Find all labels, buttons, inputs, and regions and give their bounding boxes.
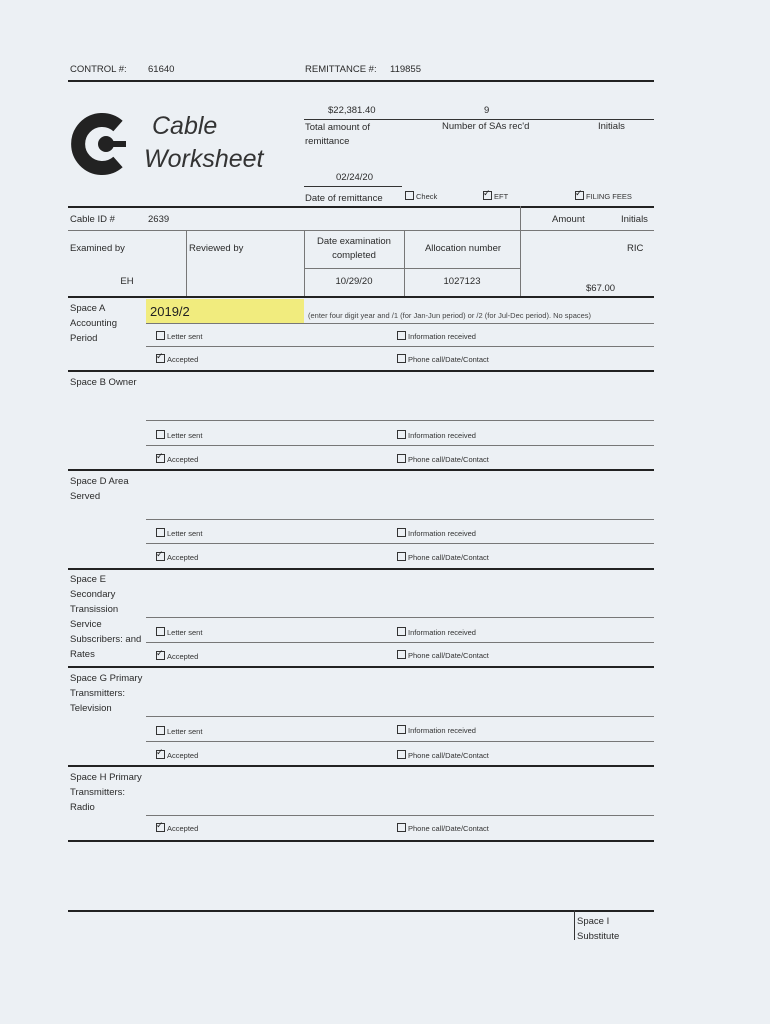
check-box-icon xyxy=(397,823,406,832)
check-box-icon xyxy=(397,454,406,463)
letter-sent-label: Letter sent xyxy=(167,332,203,341)
phone-call-checkbox[interactable] xyxy=(397,823,489,833)
eft-checkbox[interactable] xyxy=(483,191,508,201)
section-rule xyxy=(68,840,654,842)
check-box-icon xyxy=(397,552,406,561)
letter-sent-checkbox[interactable] xyxy=(156,726,202,736)
information-received-label: Information received xyxy=(408,628,476,637)
cable-rule xyxy=(68,296,654,298)
accepted-checkbox[interactable] xyxy=(156,552,198,562)
information-received-checkbox[interactable] xyxy=(397,331,476,341)
check-box-icon xyxy=(575,191,584,200)
check-box-icon xyxy=(156,627,165,636)
phone-call-checkbox[interactable] xyxy=(397,354,489,364)
header-rule xyxy=(68,80,654,82)
control-value: 61640 xyxy=(148,64,175,75)
information-received-checkbox[interactable] xyxy=(397,430,476,440)
section-rule xyxy=(68,370,654,372)
check-checkbox[interactable] xyxy=(405,191,437,201)
section-rule xyxy=(68,666,654,668)
rule xyxy=(146,815,654,816)
num-sas-value: 9 xyxy=(484,105,490,116)
check-box-icon xyxy=(397,750,406,759)
filing-fees-checkbox[interactable] xyxy=(575,191,632,201)
amount-label: Amount xyxy=(552,214,585,225)
section-rule xyxy=(68,765,654,767)
accepted-label: Accepted xyxy=(167,553,199,562)
date-rule xyxy=(304,186,402,187)
remittance-value: 119855 xyxy=(390,64,421,75)
space-h-label: Space H Primary Transmitters: Radio xyxy=(70,772,142,813)
check-box-icon xyxy=(156,552,165,561)
check-box-icon xyxy=(397,627,406,636)
space-i-label: Space I Substitute xyxy=(577,916,620,942)
filing-fees-label: FILING FEES xyxy=(586,192,632,201)
phone-call-label: Phone call/Date/Contact xyxy=(408,751,489,760)
phone-call-label: Phone call/Date/Contact xyxy=(408,455,489,464)
check-box-icon xyxy=(397,331,406,340)
letter-sent-label: Letter sent xyxy=(167,529,203,538)
space-g-label: Space G Primary Transmitters: Television xyxy=(70,673,143,714)
check-box-icon xyxy=(156,651,165,660)
cable-id-label: Cable ID # xyxy=(70,214,115,225)
initials-label: Initials xyxy=(598,121,625,132)
rule xyxy=(146,642,654,643)
amount-rule-2 xyxy=(520,230,654,231)
reviewed-by-label: Reviewed by xyxy=(189,243,244,254)
date-exam-value: 10/29/20 xyxy=(335,276,373,287)
section-rule xyxy=(68,910,654,912)
col-divider xyxy=(186,230,187,296)
accepted-label: Accepted xyxy=(167,824,199,833)
information-received-label: Information received xyxy=(408,726,476,735)
remittance-date-value: 02/24/20 xyxy=(336,172,373,183)
check-box-icon xyxy=(156,454,165,463)
accepted-label: Accepted xyxy=(167,455,199,464)
examined-by-value: EH xyxy=(120,276,134,287)
accepted-checkbox[interactable] xyxy=(156,454,198,464)
cable-logo-icon xyxy=(68,112,132,176)
accepted-checkbox[interactable] xyxy=(156,354,198,364)
information-received-label: Information received xyxy=(408,431,476,440)
accepted-checkbox[interactable] xyxy=(156,651,198,661)
allocation-value: 1027123 xyxy=(443,276,481,287)
ric-label: RIC xyxy=(627,243,644,254)
cable-id-value: 2639 xyxy=(148,214,170,225)
check-box-icon xyxy=(156,823,165,832)
rule xyxy=(146,716,654,717)
check-box-icon xyxy=(397,528,406,537)
phone-call-label: Phone call/Date/Contact xyxy=(408,355,489,364)
check-box-icon xyxy=(405,191,414,200)
rule xyxy=(146,617,654,618)
section-rule xyxy=(68,568,654,570)
information-received-checkbox[interactable] xyxy=(397,528,476,538)
phone-call-label: Phone call/Date/Contact xyxy=(408,651,489,660)
check-box-icon xyxy=(397,354,406,363)
accepted-label: Accepted xyxy=(167,355,199,364)
check-box-icon xyxy=(156,750,165,759)
space-a-label: Space A Accounting Period xyxy=(70,303,118,344)
letter-sent-label: Letter sent xyxy=(167,727,203,736)
accounting-period-instructions: (enter four digit year and /1 (for Jan-Jun period) or /2 (for Jul-Dec period). No spaces) xyxy=(308,311,592,320)
space-d-label: Space D Area Served xyxy=(70,476,129,502)
space-e-label: Space E Secondary Transission Service Subscribers: and Rates xyxy=(70,574,142,660)
rule xyxy=(146,445,654,446)
check-box-icon xyxy=(156,331,165,340)
check-label: Check xyxy=(416,192,438,201)
information-received-checkbox[interactable] xyxy=(397,725,476,735)
rule xyxy=(146,741,654,742)
rule xyxy=(146,346,654,347)
exam-rule xyxy=(304,268,520,269)
rule xyxy=(146,543,654,544)
check-box-icon xyxy=(156,354,165,363)
logo-line1: Cable xyxy=(152,112,218,140)
check-box-icon xyxy=(397,725,406,734)
phone-call-label: Phone call/Date/Contact xyxy=(408,553,489,562)
letter-sent-checkbox[interactable] xyxy=(156,528,202,538)
accepted-label: Accepted xyxy=(167,652,199,661)
letter-sent-checkbox[interactable] xyxy=(156,430,202,440)
check-box-icon xyxy=(156,726,165,735)
examined-by-label: Examined by xyxy=(70,243,125,254)
remittance-date-label: Date of remittance xyxy=(305,193,383,204)
phone-call-checkbox[interactable] xyxy=(397,454,489,464)
accepted-checkbox[interactable] xyxy=(156,823,198,833)
rule xyxy=(146,420,654,421)
rule xyxy=(146,519,654,520)
section-rule xyxy=(68,469,654,471)
rule xyxy=(146,323,654,324)
phone-call-checkbox[interactable] xyxy=(397,750,489,760)
date-exam-label: Date examination completed xyxy=(317,236,391,261)
amount-value: $67.00 xyxy=(586,283,616,294)
accounting-period-field[interactable] xyxy=(146,299,304,323)
check-box-icon xyxy=(397,650,406,659)
remittance-rule xyxy=(68,206,654,208)
check-box-icon xyxy=(483,191,492,200)
col-divider xyxy=(574,910,575,940)
accepted-label: Accepted xyxy=(167,751,199,760)
total-amount-label: Total amount of remittance xyxy=(305,122,370,147)
phone-call-checkbox[interactable] xyxy=(397,552,489,562)
space-b-label: Space B Owner xyxy=(70,377,137,388)
control-label: CONTROL #: xyxy=(70,64,127,75)
allocation-label: Allocation number xyxy=(424,243,502,254)
logo-line2: Worksheet xyxy=(144,145,264,173)
phone-call-checkbox[interactable] xyxy=(397,650,489,660)
total-amount-value: $22,381.40 xyxy=(328,105,376,116)
cable-id-rule xyxy=(68,230,520,231)
accounting-period-value: 2019/2 xyxy=(150,304,190,319)
check-box-icon xyxy=(397,430,406,439)
phone-call-label: Phone call/Date/Contact xyxy=(408,824,489,833)
num-sas-label: Number of SAs rec'd xyxy=(442,121,530,132)
eft-label: EFT xyxy=(494,192,509,201)
amount-rule xyxy=(304,119,654,120)
cable-initials-label: Initials xyxy=(621,214,648,225)
letter-sent-checkbox[interactable] xyxy=(156,331,202,341)
letter-sent-label: Letter sent xyxy=(167,628,203,637)
check-box-icon xyxy=(156,528,165,537)
check-box-icon xyxy=(156,430,165,439)
information-received-label: Information received xyxy=(408,529,476,538)
letter-sent-checkbox[interactable] xyxy=(156,627,202,637)
remittance-label: REMITTANCE #: xyxy=(305,64,377,75)
col-divider xyxy=(520,206,521,296)
information-received-checkbox[interactable] xyxy=(397,627,476,637)
letter-sent-label: Letter sent xyxy=(167,431,203,440)
information-received-label: Information received xyxy=(408,332,476,341)
accepted-checkbox[interactable] xyxy=(156,750,198,760)
